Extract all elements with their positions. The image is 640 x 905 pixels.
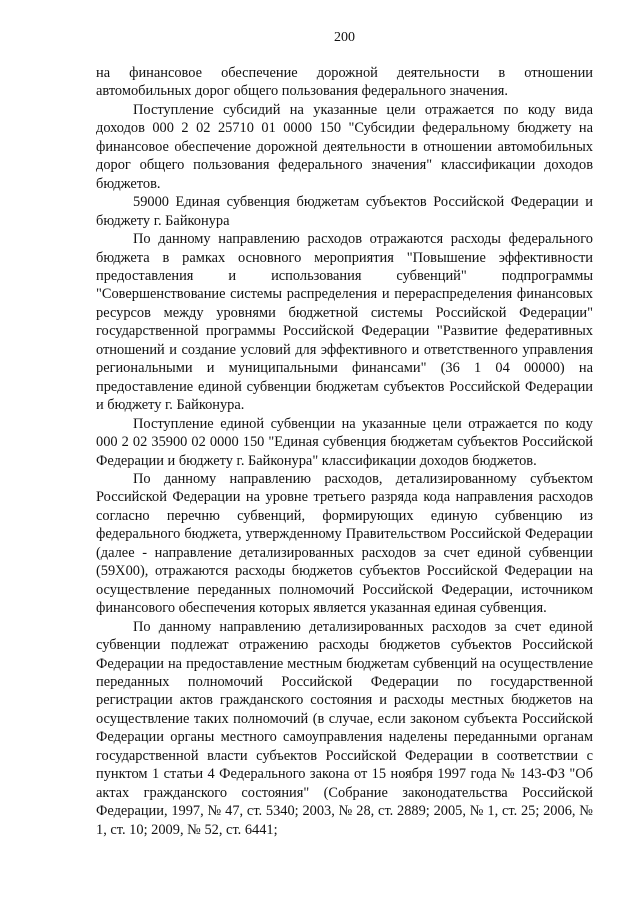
section-heading-59000: 59000 Единая субвенция бюджетам субъектов Российской Федерации и бюджету г. Байконура [96,194,593,229]
paragraph-continuation: на финансовое обеспечение дорожной деятельности в отношении автомобильных дорог общего пользования федерального значения. [96,65,593,100]
paragraph-subsidy-receipt: Поступление субсидий на указанные цели отражается по коду вида доходов 000 2 02 25710 01 0000 150 "Субсидии федеральному бюджету на финансовое обеспечение дорожной деятельности в отношении автомобильных дорог общего пользования федерального значения" классификации доходов бюджетов. [96,101,593,192]
paragraph-expenditure-direction: По данному направлению расходов отражаются расходы федерального бюджета в рамках основного мероприятия "Повышение эффективности предоставления и использования субвенций" подпрограммы "Совершенствование системы распределения и перераспределения финансовых ресурсов между уровнями бюджетной системы Российской Федерации" государственной программы Российской Федерации "Развитие федеративных отношений и создание условий для эффективного и ответственного управления региональными и муниципальными финансами" (36 1 04 00000) на предоставление единой субвенции бюджетам субъектов Российской Федерации и бюджету г. Байконура. [96,231,593,414]
page-number: 200 [334,30,355,45]
paragraph-civil-registration: По данному направлению детализированных расходов за счет единой субвенции подлежат отражению расходы бюджетов субъектов Российской Федерации на предоставление местным бюджетам субвенций на осуществление переданных полномочий Российской Федерации по государственной регистрации актов гражданского состояния и расходы местных бюджетов на осуществление таких полномочий (в случае, если законом субъекта Российской Федерации органы местного самоуправления наделены переданными органам государственной власти субъектов Российской Федерации в соответствии с пунктом 1 статьи 4 Федерального закона от 15 ноября 1997 года № 143-ФЗ "Об актах гражданского состояния" (Собрание законодательства Российской Федерации, 1997, № 47, ст. 5340; 2003, № 28, ст. 2889; 2005, № 1, ст. 25; 2006, № 1, ст. 10; 2009, № 52, ст. 6441; [96,618,593,838]
document-page [96,30,593,839]
paragraph-detailed-expenditure: По данному направлению расходов, детализированному субъектом Российской Федерации на уровне третьего разряда кода направления расходов согласно перечню субвенций, формирующих единую субвенцию из федерального бюджета, утвержденному Правительством Российской Федерации (далее - направление детализированных расходов за счет единой субвенции (59Х00), отражаются расходы бюджетов субъектов Российской Федерации на осуществление переданных полномочий Российской Федерации, источником финансового обеспечения которых является указанная единая субвенция. [96,470,593,617]
paragraph-unified-subvention-receipt: Поступление единой субвенции на указанные цели отражается по коду 000 2 02 35900 02 0000 150 "Единая субвенция бюджетам субъектов Российской Федерации и бюджету г. Байконура" классификации доходов бюджетов. [96,415,593,469]
